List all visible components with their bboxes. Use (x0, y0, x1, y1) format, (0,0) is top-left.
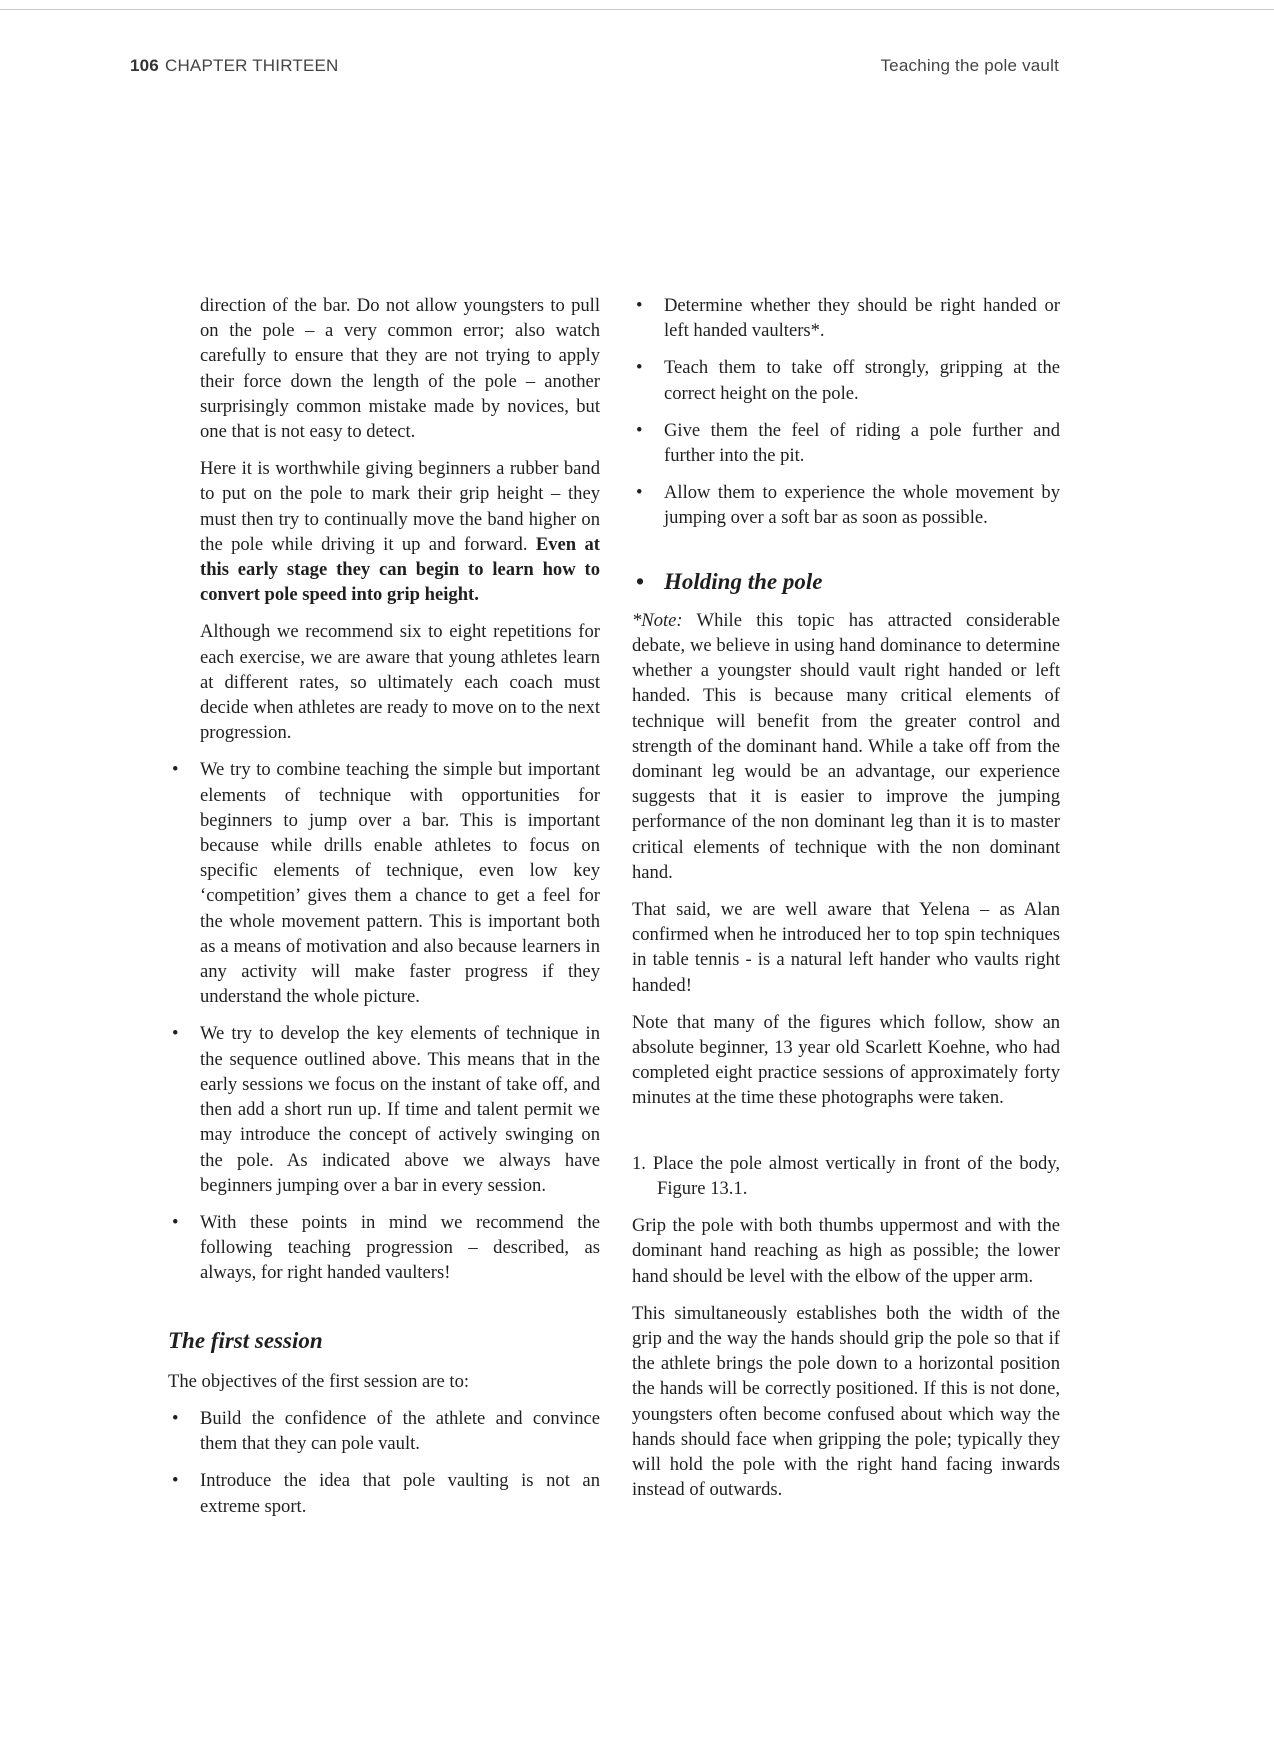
left-column (168, 293, 600, 1531)
paragraph-text: Here it is worthwhile giving beginners a rubber band to put on the pole to mark their grip height – they must then try to continually move the band higher on the pole while driving it up and forward. (200, 458, 600, 555)
paragraph-text: While this topic has attracted considerable debate, we believe in using hand dominance to determine whether a youngster should vault right handed or left handed. This is because many critical elements of technique will benefit from the greater control and strength of the dominant hand. While a take off from the dominant leg would be an advantage, our experience suggests that it is easier to improve the jumping performance of the non dominant leg than it is to master critical elements of technique with the non dominant hand. (632, 609, 1060, 883)
bullet-icon: • (172, 1407, 179, 1429)
paragraph: Grip the pole with both thumbs uppermost and with the dominant hand reaching as high as possible; the lower hand should be level with the elbow of the upper arm. (632, 1215, 1060, 1287)
list-item (168, 1021, 600, 1197)
emphasis-text: Even at this early stage they can begin to learn how to convert pole speed into grip height. (200, 533, 600, 606)
list-item (168, 1468, 600, 1518)
bullet-icon: • (172, 1023, 179, 1045)
bullet-icon: • (636, 295, 643, 316)
bullet-list (168, 757, 600, 1285)
paragraph: That said, we are well aware that Yelena – as Alan confirmed when he introduced her to top spin techniques in table tennis - is a natural left hander who vaults right handed! (632, 899, 1060, 996)
bullet-list (632, 293, 1060, 531)
list-item (632, 480, 1060, 530)
section-heading: The first session (168, 1327, 323, 1353)
bullet-list (168, 1406, 600, 1519)
list-item (168, 1210, 600, 1286)
page-number: 106 (130, 56, 159, 75)
paragraph (632, 608, 1060, 885)
top-rule (0, 9, 1274, 10)
note-label: *Note: (632, 609, 683, 631)
list-item-text: We try to combine teaching the simple but important elements of technique with opportunities for beginners to jump over a bar. This is important because while drills enable athletes to focus on specific elements of technique, even low key ‘competition’ gives them a chance to get a feel for the whole movement pattern. This is important both as a means of motivation and also because learners in any activity will make faster progress if they understand the whole picture. (200, 759, 600, 1008)
list-item-text: With these points in mind we recommend the following teaching progression – described, as always, for right handed vaulters! (200, 1211, 600, 1284)
chapter-title: CHAPTER THIRTEEN (164, 56, 339, 75)
numbered-step: 1. Place the pole almost vertically in front of the body, Figure 13.1. (632, 1152, 1060, 1199)
list-item-text: Determine whether they should be right handed or left handed vaulters*. (664, 295, 1060, 342)
running-head-right: Teaching the pole vault (880, 56, 1059, 75)
bullet-icon: • (636, 568, 645, 594)
list-item-text: We try to develop the key elements of technique in the sequence outlined above. This means that in the early sessions we focus on the instant of take off, and then add a short run up. If time and talent permit we may introduce the concept of actively swinging on the pole. As indicated above we always have beginners jumping over a bar in every session. (200, 1023, 600, 1196)
list-item-text: Build the confidence of the athlete and convince them that they can pole vault. (200, 1407, 600, 1455)
paragraph: This simultaneously establishes both the width of the grip and the way the hands should grip the pole so that if the athlete brings the pole down to a horizontal position the hands will be correctly positioned. If this is not done, youngsters often become confused about which way the hands should face when gripping the pole; typically they will hold the pole with the right hand facing inwards instead of outwards. (632, 1302, 1060, 1501)
list-item (168, 1406, 600, 1456)
section-heading-text: Holding the pole (664, 568, 823, 594)
bullet-icon: • (636, 357, 643, 379)
paragraph (200, 456, 600, 607)
list-item (632, 418, 1060, 468)
paragraph: Although we recommend six to eight repetitions for each exercise, we are aware that young athletes learn at different rates, so ultimately each coach must decide when athletes are ready to move on to the next progression. (200, 621, 600, 744)
list-item-text: Allow them to experience the whole movement by jumping over a soft bar as soon as possible. (664, 482, 1060, 529)
list-item-text: Introduce the idea that pole vaulting is not an extreme sport. (200, 1470, 600, 1517)
running-head-left (130, 56, 339, 76)
right-column (632, 293, 1060, 1514)
list-item (168, 757, 600, 1009)
list-item-text: Give them the feel of riding a pole further and further into the pit. (664, 419, 1060, 467)
section-heading (632, 569, 1060, 594)
paragraph: Note that many of the figures which follow, show an absolute beginner, 13 year old Scarlett Koehne, who had completed eight practice sessions of approximately forty minutes at the time these photographs were taken. (632, 1011, 1060, 1109)
paragraph: direction of the bar. Do not allow youngsters to pull on the pole – a very common error; also watch carefully to ensure that they are not trying to apply their force down the length of the pole – another surprisingly common mistake made by novices, but one that is not easy to detect. (200, 295, 600, 443)
bullet-icon: • (172, 1470, 179, 1492)
list-item (632, 293, 1060, 343)
bullet-icon: • (636, 419, 643, 441)
bullet-icon: • (172, 759, 179, 781)
list-item-text: Teach them to take off strongly, gripping at the correct height on the pole. (664, 357, 1060, 404)
list-item (632, 355, 1060, 405)
paragraph: The objectives of the first session are to: (168, 1370, 470, 1392)
bullet-icon: • (172, 1211, 179, 1233)
bullet-icon: • (636, 482, 643, 504)
